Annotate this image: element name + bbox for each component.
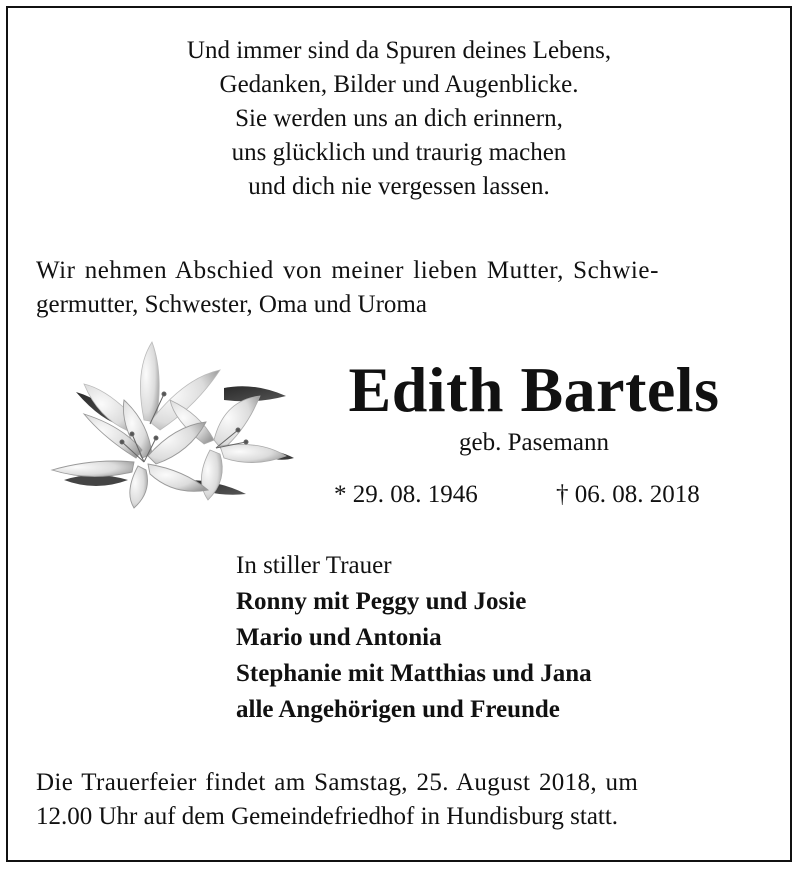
poem-line: Gedanken, Bilder und Augenblicke. xyxy=(219,71,579,98)
mourner-line: Ronny mit Peggy und Josie xyxy=(236,588,527,615)
poem-line: Sie werden uns an dich erinnern, xyxy=(235,105,563,132)
mourner-line: alle Angehörigen und Freunde xyxy=(236,696,560,723)
mourners-heading: In stiller Trauer xyxy=(236,552,392,579)
death-date: † 06. 08. 2018 xyxy=(556,481,700,508)
poem-line: Und immer sind da Spuren deines Lebens, xyxy=(186,37,612,64)
service-line: 12.00 Uhr auf dem Gemeindefriedhof in Hundisburg statt. xyxy=(36,803,619,830)
mourners-list xyxy=(236,548,592,728)
mourner-line: Mario und Antonia xyxy=(236,624,442,651)
funeral-service-info xyxy=(36,766,776,834)
obituary-notice xyxy=(6,6,792,862)
poem-line: und dich nie vergessen lassen. xyxy=(248,173,550,200)
memorial-poem xyxy=(8,34,790,204)
lily-flowers-image xyxy=(24,330,304,510)
maiden-name: geb. Pasemann xyxy=(459,429,609,456)
deceased-name: Edith Bartels xyxy=(348,354,720,425)
intro-line: Wir nehmen Abschied von meiner lieben Mutter, Schwie- xyxy=(36,257,659,284)
farewell-intro xyxy=(36,254,776,322)
birth-date: * 29. 08. 1946 xyxy=(334,481,478,508)
mourner-line: Stephanie mit Matthias und Jana xyxy=(236,660,592,687)
service-line: Die Trauerfeier findet am Samstag, 25. August 2018, um xyxy=(36,769,639,796)
intro-line: germutter, Schwester, Oma und Uroma xyxy=(36,291,427,318)
poem-line: uns glücklich und traurig machen xyxy=(231,139,567,166)
